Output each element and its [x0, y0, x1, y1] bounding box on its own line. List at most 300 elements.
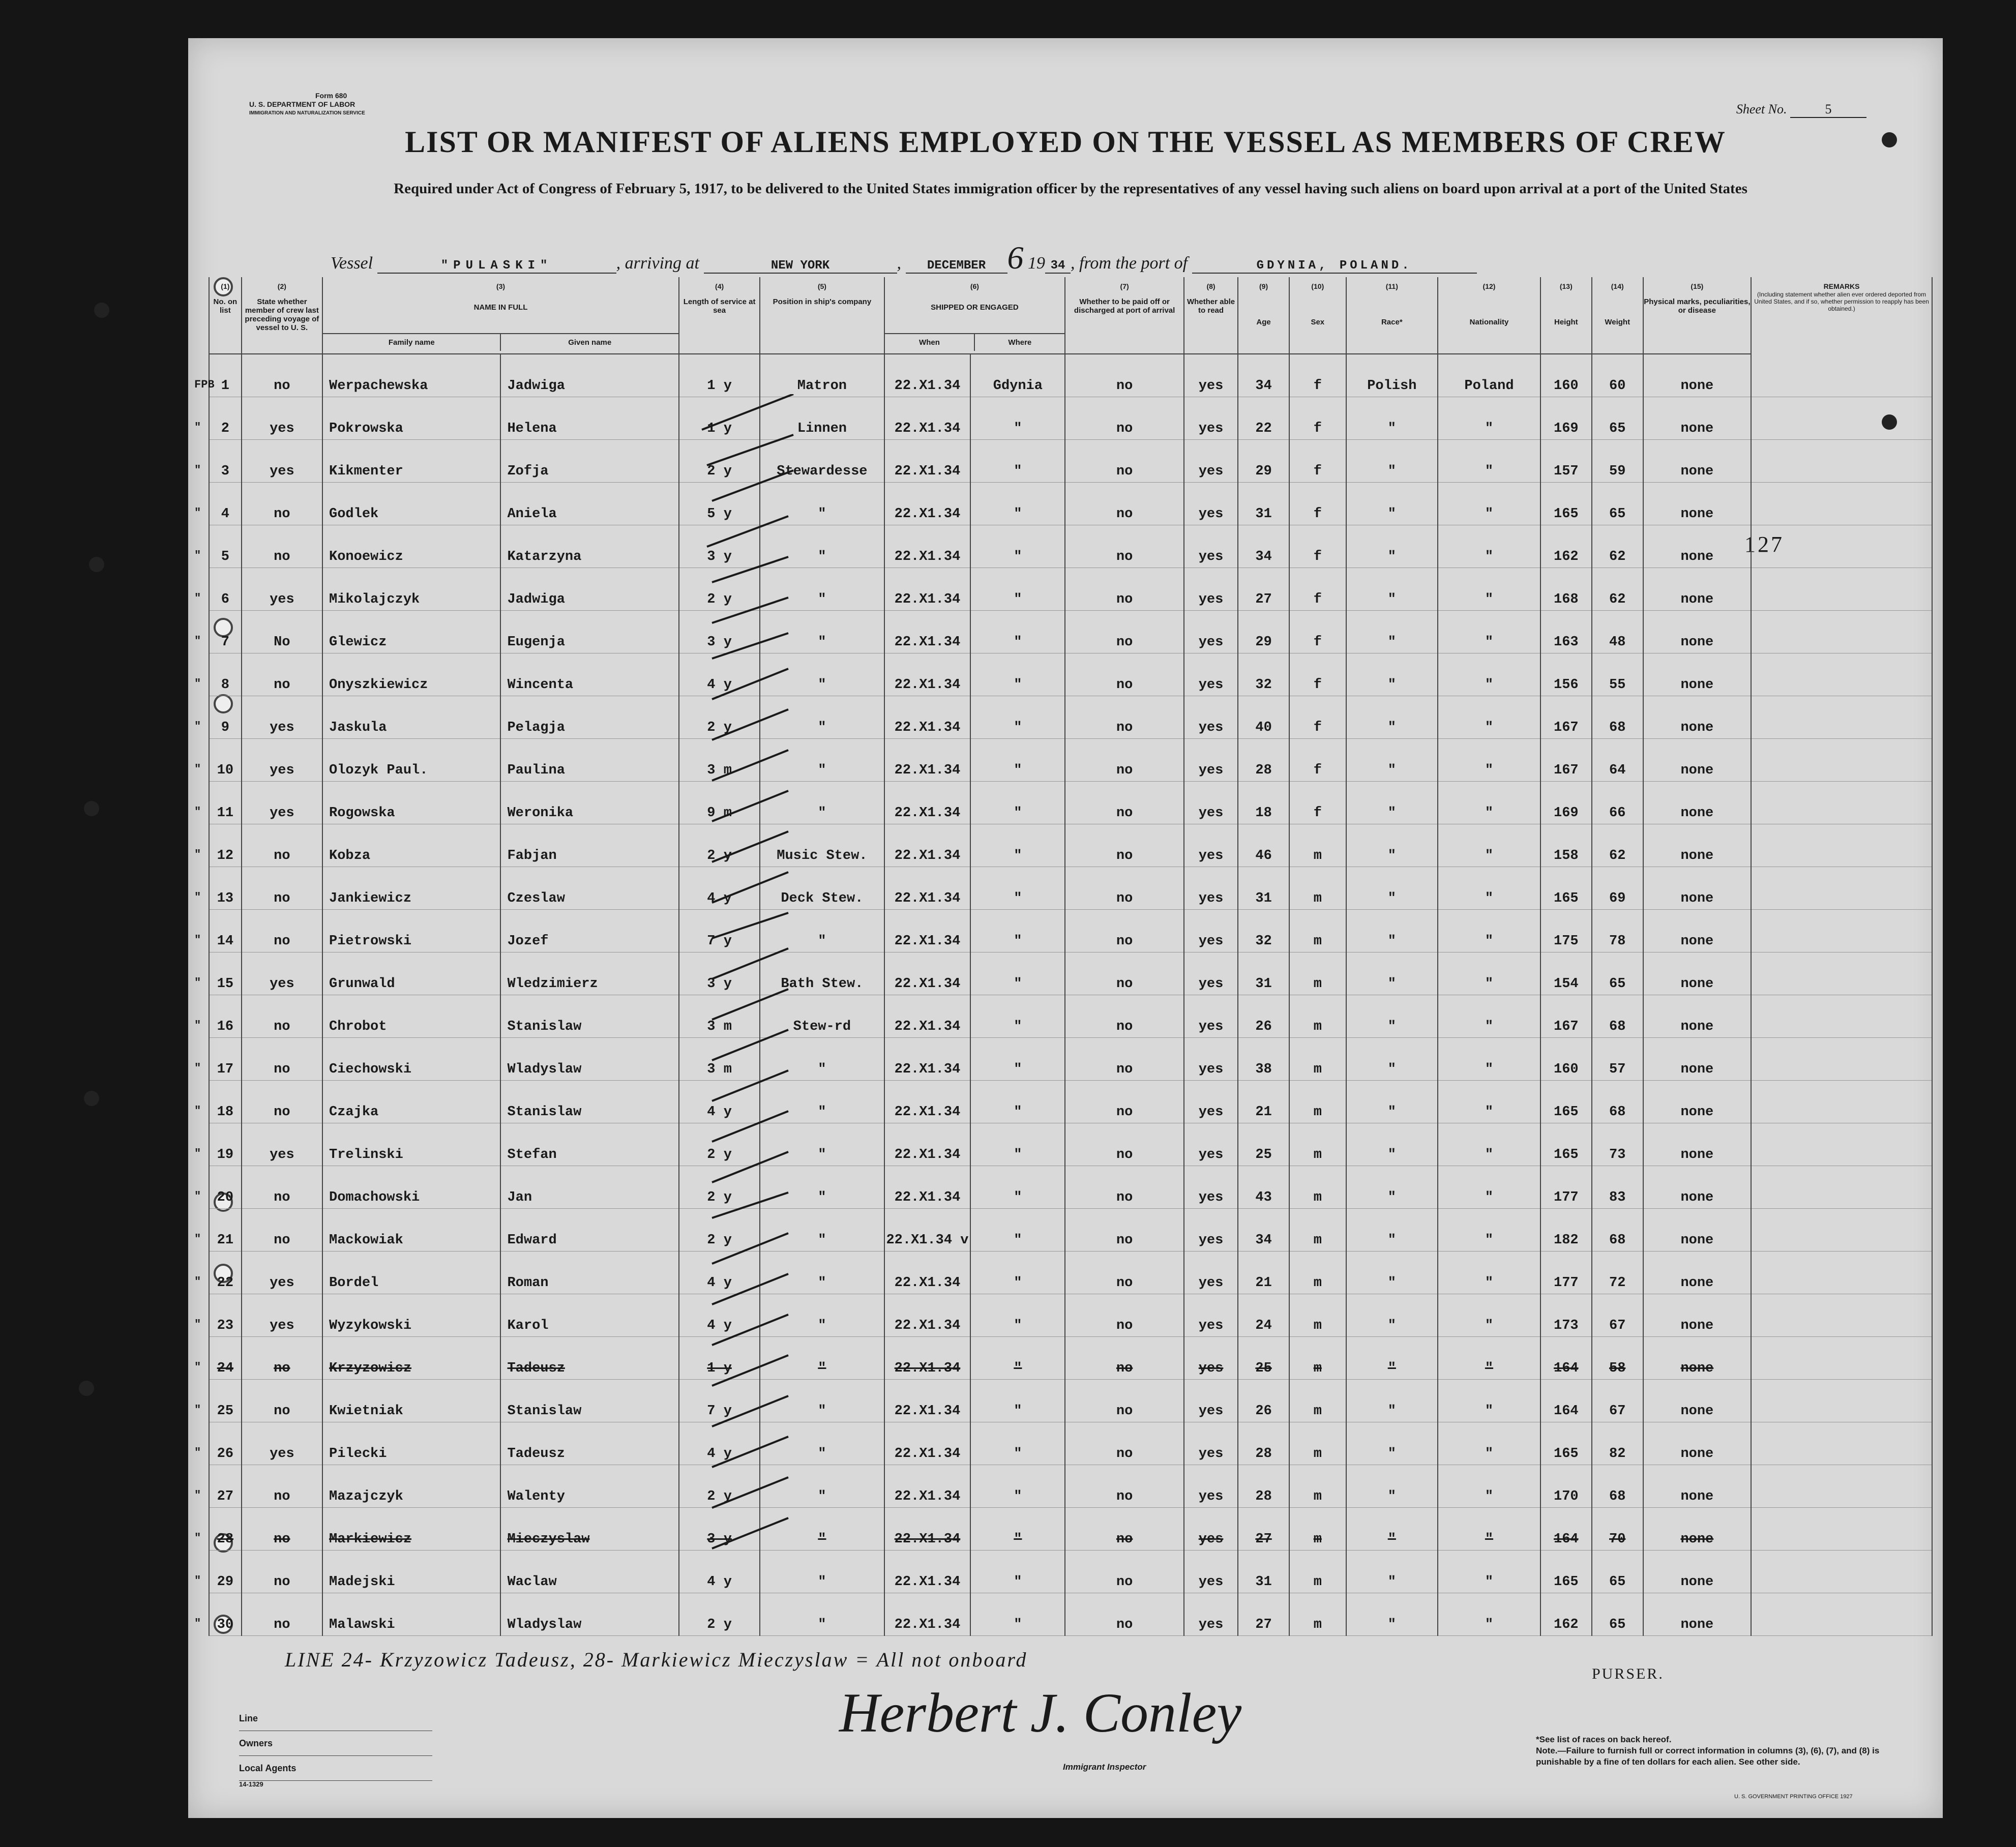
cell-read: yes	[1184, 995, 1238, 1038]
cell-given: Tadeusz	[500, 1422, 678, 1465]
cell-family: Grunwald	[322, 952, 500, 995]
header-paid: Whether to be paid off or discharged at port of arrival	[1065, 297, 1184, 354]
cell-height: 177	[1540, 1252, 1592, 1294]
cell-age: 40	[1238, 696, 1289, 739]
cell-family: Olozyk Paul.	[322, 739, 500, 782]
cell-sex: m	[1289, 1508, 1346, 1551]
name-in-full: NAME IN FULL	[323, 297, 678, 334]
cell-paid: no	[1065, 1422, 1184, 1465]
cell-service: 2 y	[679, 1209, 760, 1252]
cell-age: 31	[1238, 867, 1289, 910]
row-prefix: "	[194, 720, 201, 733]
cell-height: 168	[1540, 568, 1592, 611]
cell-weight: 62	[1592, 824, 1643, 867]
cell-position: "	[760, 1081, 884, 1123]
cell-nationality: "	[1438, 611, 1540, 653]
cell-service: 2 y	[679, 1123, 760, 1166]
cell-age: 32	[1238, 653, 1289, 696]
cell-read: yes	[1184, 397, 1238, 440]
cell-nationality: "	[1438, 1123, 1540, 1166]
col-num: (7)	[1065, 277, 1184, 297]
cell-age: 34	[1238, 354, 1289, 397]
cell-family: Bordel	[322, 1252, 500, 1294]
cell-age: 34	[1238, 1209, 1289, 1252]
cell-paid: no	[1065, 696, 1184, 739]
cell-when: 22.X1.34	[884, 568, 971, 611]
cell-sex: f	[1289, 696, 1346, 739]
cell-nationality: "	[1438, 995, 1540, 1038]
cell-weight: 55	[1592, 653, 1643, 696]
cell-given: Waclaw	[500, 1551, 678, 1593]
cell-when: 22.X1.34	[884, 1337, 971, 1380]
cell-race: "	[1346, 1294, 1438, 1337]
cell-race: "	[1346, 1551, 1438, 1593]
cell-paid: no	[1065, 568, 1184, 611]
cell-given: Karol	[500, 1294, 678, 1337]
row-prefix: "	[194, 1617, 201, 1630]
cell-age: 28	[1238, 1465, 1289, 1508]
cell-when: 22.X1.34	[884, 525, 971, 568]
cell-height: 163	[1540, 611, 1592, 653]
cell-family: Konoewicz	[322, 525, 500, 568]
cell-read: yes	[1184, 696, 1238, 739]
cell-no	[194, 1337, 242, 1380]
cell-age: 25	[1238, 1123, 1289, 1166]
cell-height: 165	[1540, 1081, 1592, 1123]
punch-hole	[79, 1381, 94, 1396]
inspector-label: Immigrant Inspector	[1063, 1762, 1146, 1772]
cell-paid: no	[1065, 739, 1184, 782]
cell-weight: 59	[1592, 440, 1643, 483]
cell-height: 167	[1540, 739, 1592, 782]
table-row	[209, 739, 1932, 782]
cell-service: 3 m	[679, 739, 760, 782]
cell-prev: no	[242, 995, 322, 1038]
cell-no	[194, 1166, 242, 1209]
cell-paid: no	[1065, 952, 1184, 995]
header-age: Age	[1238, 297, 1289, 354]
cell-paid: no	[1065, 1551, 1184, 1593]
cell-when: 22.X1.34	[884, 952, 971, 995]
cell-prev: yes	[242, 739, 322, 782]
table-row	[209, 1081, 1932, 1123]
table-row	[209, 1166, 1932, 1209]
cell-when: 22.X1.34	[884, 440, 971, 483]
cell-prev: no	[242, 1380, 322, 1422]
cell-position: "	[760, 1209, 884, 1252]
cell-weight: 65	[1592, 397, 1643, 440]
cell-given: Stanislaw	[500, 1380, 678, 1422]
cell-nationality: "	[1438, 1209, 1540, 1252]
row-number: 19	[217, 1147, 234, 1163]
cell-marks: none	[1643, 1123, 1751, 1166]
cell-where: "	[970, 653, 1065, 696]
cell-weight: 65	[1592, 952, 1643, 995]
cell-sex: m	[1289, 1294, 1346, 1337]
punch-hole	[89, 557, 104, 572]
cell-family: Krzyzowicz	[322, 1337, 500, 1380]
row-number: 16	[217, 1019, 234, 1034]
purser-note: PURSER.	[1592, 1665, 1664, 1682]
cell-marks: none	[1643, 1252, 1751, 1294]
cell-race: "	[1346, 1038, 1438, 1081]
cell-family: Chrobot	[322, 995, 500, 1038]
cell-family: Jaskula	[322, 696, 500, 739]
cell-race: "	[1346, 611, 1438, 653]
row-number: 18	[217, 1105, 234, 1120]
cell-marks: none	[1643, 1038, 1751, 1081]
cell-where: "	[970, 1294, 1065, 1337]
owners-label: Owners	[239, 1731, 432, 1756]
cell-no	[194, 525, 242, 568]
cell-age: 34	[1238, 525, 1289, 568]
header-position: Position in ship's company	[760, 297, 884, 354]
cell-marks: none	[1643, 1465, 1751, 1508]
cell-age: 26	[1238, 1380, 1289, 1422]
cell-sex: m	[1289, 867, 1346, 910]
cell-remarks	[1751, 1593, 1932, 1636]
row-prefix: "	[194, 1446, 201, 1459]
cell-remarks	[1751, 1209, 1932, 1252]
cell-given: Weronika	[500, 782, 678, 824]
cell-read: yes	[1184, 1252, 1238, 1294]
cell-paid: no	[1065, 1209, 1184, 1252]
cell-when: 22.X1.34	[884, 995, 971, 1038]
header-service: Length of service at sea	[679, 297, 760, 354]
cell-no	[194, 1465, 242, 1508]
cell-paid: no	[1065, 440, 1184, 483]
row-prefix: "	[194, 421, 201, 434]
header-state: State whether member of crew last preceding voyage of vessel to U. S.	[242, 297, 322, 354]
printer-line: U. S. GOVERNMENT PRINTING OFFICE 1927	[1734, 1794, 1853, 1800]
cell-remarks	[1751, 1123, 1932, 1166]
cell-sex: f	[1289, 782, 1346, 824]
row-number: 1	[221, 378, 229, 394]
cell-marks: none	[1643, 568, 1751, 611]
cell-service: 3 y	[679, 1508, 760, 1551]
cell-sex: m	[1289, 824, 1346, 867]
cell-prev: no	[242, 1465, 322, 1508]
cell-where: "	[970, 483, 1065, 525]
cell-remarks	[1751, 611, 1932, 653]
table-row	[209, 1422, 1932, 1465]
cell-age: 28	[1238, 739, 1289, 782]
col-num: (4)	[679, 277, 760, 297]
sheet-number	[1736, 102, 1866, 118]
cell-prev: no	[242, 1593, 322, 1636]
stamp-number: 127	[1744, 532, 1784, 557]
cell-when: 22.X1.34	[884, 653, 971, 696]
row-number: 22	[217, 1275, 234, 1291]
agents-label: Local Agents	[239, 1756, 432, 1781]
cell-paid: no	[1065, 397, 1184, 440]
cell-service: 1 y	[679, 397, 760, 440]
cell-service: 2 y	[679, 440, 760, 483]
cell-race: "	[1346, 1209, 1438, 1252]
cell-position: "	[760, 910, 884, 952]
cell-height: 162	[1540, 1593, 1592, 1636]
cell-service: 1 y	[679, 354, 760, 397]
cell-race: "	[1346, 782, 1438, 824]
cell-given: Aniela	[500, 483, 678, 525]
cell-marks: none	[1643, 782, 1751, 824]
cell-race: "	[1346, 1465, 1438, 1508]
cell-when: 22.X1.34	[884, 1593, 971, 1636]
table-row	[209, 568, 1932, 611]
cell-where: "	[970, 568, 1065, 611]
row-number: 14	[217, 934, 234, 949]
cell-nationality: "	[1438, 483, 1540, 525]
cell-when: 22.X1.34	[884, 1380, 971, 1422]
cell-service: 4 y	[679, 653, 760, 696]
cell-when: 22.X1.34	[884, 1508, 971, 1551]
vessel-line: Vessel "PULASKI" , arriving at NEW YORK , DECEMBER 6 19 34 , from the port of GDYNIA, POLAND.	[331, 239, 1477, 277]
cell-family: Malawski	[322, 1593, 500, 1636]
form-number: Form 680	[315, 92, 347, 100]
cell-nationality: "	[1438, 952, 1540, 995]
cell-family: Pokrowska	[322, 397, 500, 440]
cell-marks: none	[1643, 1593, 1751, 1636]
cell-service: 3 m	[679, 995, 760, 1038]
row-number: 2	[221, 421, 229, 436]
cell-nationality: "	[1438, 910, 1540, 952]
cell-service: 7 y	[679, 910, 760, 952]
cell-remarks	[1751, 1422, 1932, 1465]
cell-marks: none	[1643, 440, 1751, 483]
row-prefix: "	[194, 1361, 201, 1374]
arriving-label: , arriving at	[616, 254, 699, 273]
cell-family: Mackowiak	[322, 1209, 500, 1252]
col-num: (10)	[1289, 277, 1346, 297]
cell-sex: f	[1289, 525, 1346, 568]
arrival-day: 6	[1007, 240, 1024, 276]
cell-no	[194, 824, 242, 867]
cell-remarks	[1751, 824, 1932, 867]
cell-weight: 65	[1592, 483, 1643, 525]
cell-weight: 72	[1592, 1252, 1643, 1294]
cell-nationality: "	[1438, 1252, 1540, 1294]
cell-position: "	[760, 1252, 884, 1294]
cell-position: "	[760, 1166, 884, 1209]
crew-table	[194, 277, 1933, 1636]
cell-when: 22.X1.34	[884, 1465, 971, 1508]
punch-hole	[84, 801, 99, 816]
cell-height: 169	[1540, 782, 1592, 824]
cell-where: "	[970, 867, 1065, 910]
cell-read: yes	[1184, 1081, 1238, 1123]
row-number: 24	[217, 1361, 234, 1376]
row-prefix: "	[194, 1147, 201, 1160]
cell-when: 22.X1.34	[884, 1081, 971, 1123]
cell-no	[194, 1209, 242, 1252]
table-row	[209, 1252, 1932, 1294]
sheet-value: 5	[1790, 102, 1866, 118]
row-number: 20	[217, 1190, 234, 1205]
cell-position: "	[760, 1337, 884, 1380]
cell-marks: none	[1643, 397, 1751, 440]
cell-read: yes	[1184, 1465, 1238, 1508]
cell-read: yes	[1184, 739, 1238, 782]
cell-remarks	[1751, 995, 1932, 1038]
cell-service: 3 m	[679, 1038, 760, 1081]
cell-read: yes	[1184, 1593, 1238, 1636]
cell-family: Rogowska	[322, 782, 500, 824]
cell-position: "	[760, 696, 884, 739]
cell-position: "	[760, 1551, 884, 1593]
cell-paid: no	[1065, 1465, 1184, 1508]
arrival-port: NEW YORK	[704, 259, 897, 274]
cell-when: 22.X1.34	[884, 1294, 971, 1337]
cell-height: 165	[1540, 1422, 1592, 1465]
cell-prev: No	[242, 611, 322, 653]
handwritten-note: LINE 24- Krzyzowicz Tadeusz, 28- Markiewicz Mieczyslaw = All not onboard	[285, 1648, 1028, 1671]
cell-where: "	[970, 440, 1065, 483]
cell-weight: 57	[1592, 1038, 1643, 1081]
table-row	[209, 782, 1932, 824]
cell-nationality: "	[1438, 782, 1540, 824]
cell-service: 1 y	[679, 1337, 760, 1380]
cell-position: "	[760, 1038, 884, 1081]
cell-given: Mieczyslaw	[500, 1508, 678, 1551]
cell-family: Pietrowski	[322, 910, 500, 952]
cell-height: 154	[1540, 952, 1592, 995]
cell-race: "	[1346, 867, 1438, 910]
row-prefix: "	[194, 763, 201, 776]
col-num: (8)	[1184, 277, 1238, 297]
row-number: 9	[221, 720, 229, 735]
cell-no	[194, 739, 242, 782]
cell-no	[194, 782, 242, 824]
cell-height: 175	[1540, 910, 1592, 952]
cell-age: 29	[1238, 440, 1289, 483]
page-title: LIST OR MANIFEST OF ALIENS EMPLOYED ON THE VESSEL AS MEMBERS OF CREW	[405, 125, 1726, 159]
cell-sex: m	[1289, 1209, 1346, 1252]
cell-sex: f	[1289, 568, 1346, 611]
col-num: (9)	[1238, 277, 1289, 297]
cell-no	[194, 440, 242, 483]
cell-age: 46	[1238, 824, 1289, 867]
col-num: (5)	[760, 277, 884, 297]
cell-family: Werpachewska	[322, 354, 500, 397]
row-number: 4	[221, 507, 229, 522]
cell-prev: no	[242, 867, 322, 910]
header-race: Race*	[1346, 297, 1438, 354]
table-row	[209, 910, 1932, 952]
table-row	[209, 611, 1932, 653]
inspector-signature: Herbert J. Conley	[839, 1682, 1242, 1744]
row-prefix: "	[194, 976, 201, 989]
cell-no	[194, 696, 242, 739]
cell-height: 165	[1540, 483, 1592, 525]
row-prefix: "	[194, 934, 201, 946]
cell-position: Matron	[760, 354, 884, 397]
cell-family: Mikolajczyk	[322, 568, 500, 611]
cell-service: 5 y	[679, 483, 760, 525]
table-row	[209, 440, 1932, 483]
cell-no	[194, 1123, 242, 1166]
cell-weight: 58	[1592, 1337, 1643, 1380]
cell-position: Bath Stew.	[760, 952, 884, 995]
table-row	[209, 1038, 1932, 1081]
cell-where: "	[970, 1166, 1065, 1209]
cell-sex: m	[1289, 1252, 1346, 1294]
cell-age: 21	[1238, 1252, 1289, 1294]
header-no: No. on list	[209, 297, 242, 354]
row-number: 28	[217, 1532, 234, 1547]
cell-prev: yes	[242, 1422, 322, 1465]
table-row	[209, 354, 1932, 397]
row-number: 23	[217, 1318, 234, 1333]
cell-remarks	[1751, 1380, 1932, 1422]
where-header: Where	[1008, 338, 1032, 347]
cell-service: 4 y	[679, 1252, 760, 1294]
cell-prev: no	[242, 354, 322, 397]
cell-given: Paulina	[500, 739, 678, 782]
cell-no	[194, 1380, 242, 1422]
cell-sex: m	[1289, 1551, 1346, 1593]
cell-height: 182	[1540, 1209, 1592, 1252]
cell-marks: none	[1643, 1294, 1751, 1337]
cell-when: 22.X1.34	[884, 824, 971, 867]
cell-no	[194, 867, 242, 910]
cell-race: "	[1346, 1252, 1438, 1294]
cell-weight: 68	[1592, 1209, 1643, 1252]
cell-race: "	[1346, 824, 1438, 867]
cell-family: Mazajczyk	[322, 1465, 500, 1508]
cell-read: yes	[1184, 910, 1238, 952]
cell-prev: yes	[242, 696, 322, 739]
cell-race: "	[1346, 696, 1438, 739]
cell-family: Trelinski	[322, 1123, 500, 1166]
cell-position: Stew-rd	[760, 995, 884, 1038]
cell-race: "	[1346, 1508, 1438, 1551]
cell-position: Deck Stew.	[760, 867, 884, 910]
cell-marks: none	[1643, 483, 1751, 525]
row-prefix: FPB	[194, 378, 215, 391]
cell-where: "	[970, 1209, 1065, 1252]
row-number: 5	[221, 549, 229, 564]
table-row	[209, 995, 1932, 1038]
cell-prev: yes	[242, 1294, 322, 1337]
cell-paid: no	[1065, 910, 1184, 952]
cell-remarks	[1751, 1294, 1932, 1337]
cell-service: 3 y	[679, 611, 760, 653]
cell-height: 169	[1540, 397, 1592, 440]
cell-given: Tadeusz	[500, 1337, 678, 1380]
cell-nationality: "	[1438, 1380, 1540, 1422]
departure-port: GDYNIA, POLAND.	[1192, 259, 1477, 274]
cell-height: 164	[1540, 1508, 1592, 1551]
cell-marks: none	[1643, 1337, 1751, 1380]
col-num: (15)	[1643, 277, 1751, 297]
cell-sex: m	[1289, 995, 1346, 1038]
cell-age: 29	[1238, 611, 1289, 653]
cell-age: 28	[1238, 1422, 1289, 1465]
when-header: When	[885, 334, 975, 351]
footnote	[1536, 1734, 1902, 1768]
cell-remarks	[1751, 696, 1932, 739]
row-number: 26	[217, 1446, 234, 1462]
cell-age: 24	[1238, 1294, 1289, 1337]
cell-read: yes	[1184, 1380, 1238, 1422]
cell-paid: no	[1065, 1252, 1184, 1294]
cell-marks: none	[1643, 995, 1751, 1038]
cell-prev: no	[242, 483, 322, 525]
cell-given: Stanislaw	[500, 995, 678, 1038]
cell-marks: none	[1643, 653, 1751, 696]
cell-given: Stanislaw	[500, 1081, 678, 1123]
cell-paid: no	[1065, 1508, 1184, 1551]
